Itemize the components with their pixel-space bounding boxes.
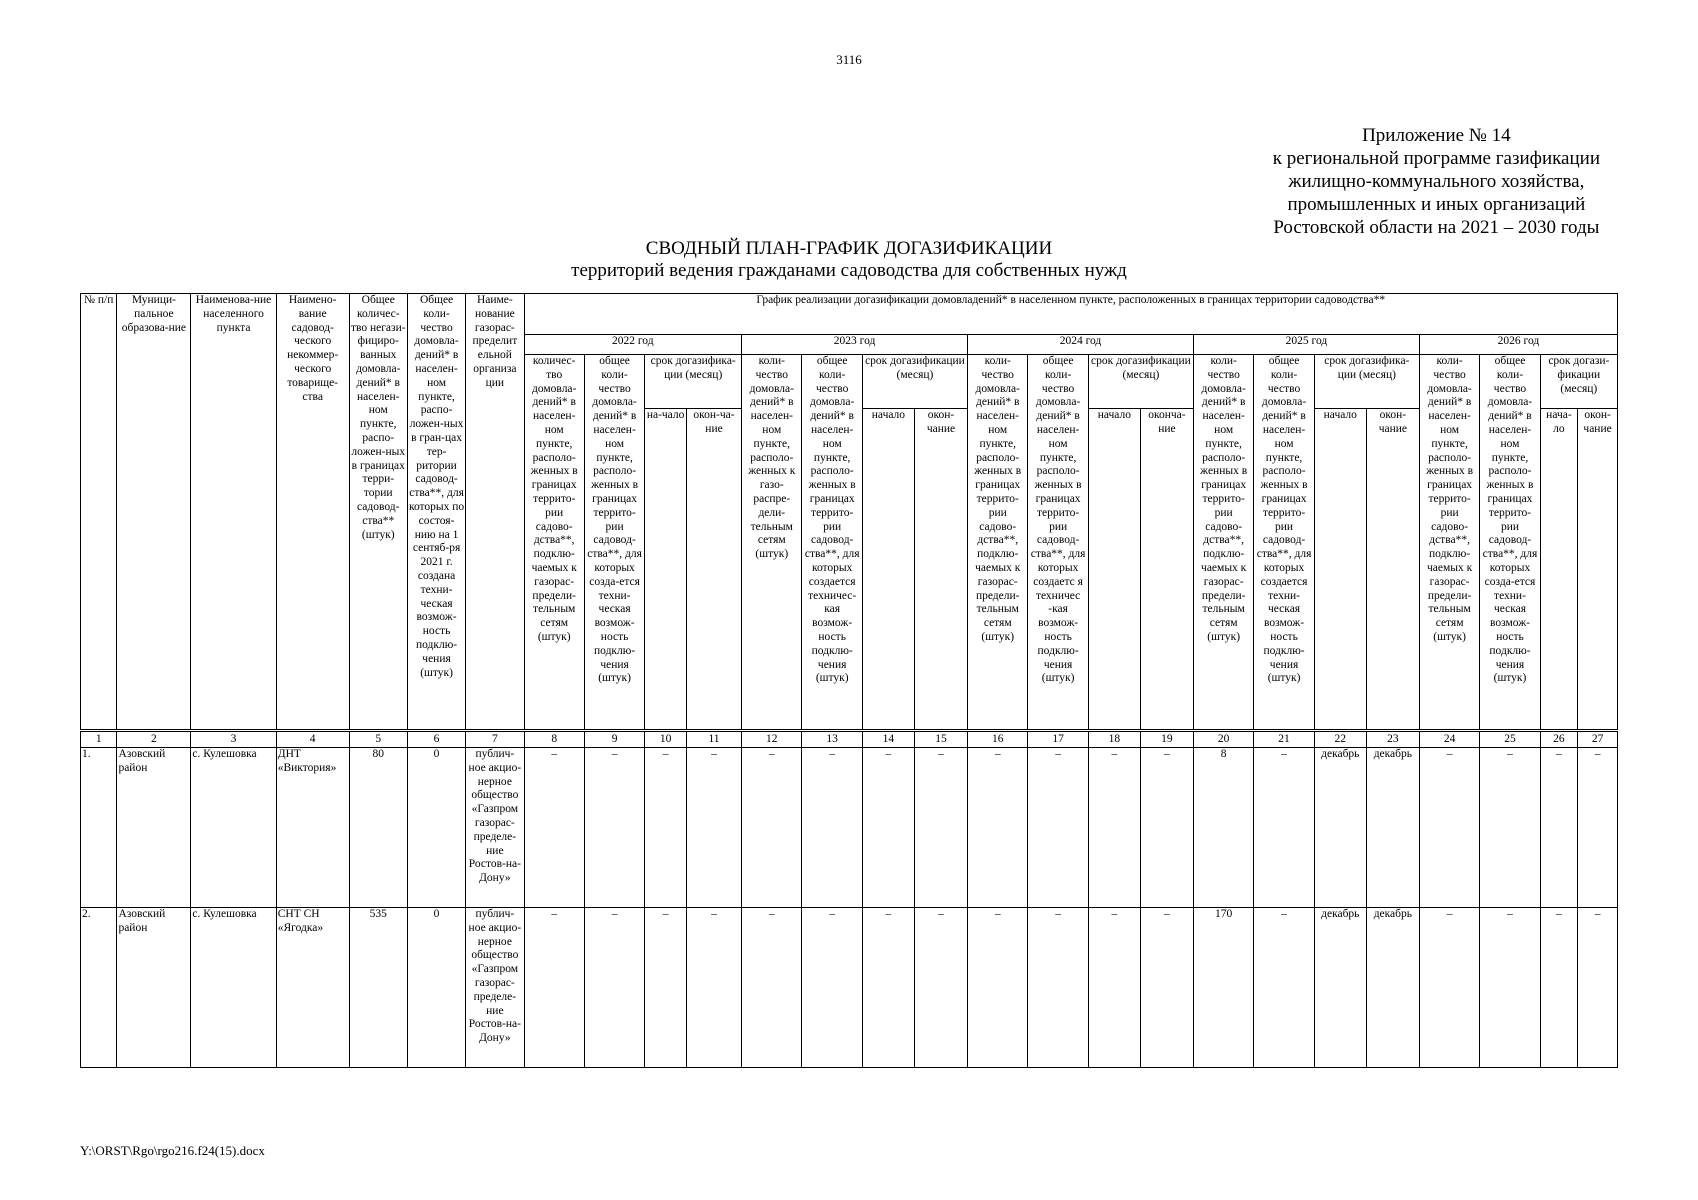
header-term: срок догазифика-ции (месяц) xyxy=(645,355,742,409)
column-number: 26 xyxy=(1540,731,1577,748)
row-cell: – xyxy=(686,748,741,908)
row-cell: – xyxy=(584,748,644,908)
header-start: начало xyxy=(862,409,914,731)
row-cell: – xyxy=(1480,908,1540,1068)
row-cell: – xyxy=(1578,748,1618,908)
row-cell: – xyxy=(802,748,862,908)
row-cell: – xyxy=(524,908,584,1068)
header-qty-tech: общее коли-чество домовла-дений* в населен-ном пункте, располо-женных в границах террито-рии садовод-ства**, для которых созда-ется техни-ческая возмож-ность подклю-чения (штук) xyxy=(1480,355,1540,731)
title-sub: территорий ведения гражданами садоводства для собственных нужд xyxy=(571,260,1127,281)
row-cell: – xyxy=(1254,908,1314,1068)
column-number: 18 xyxy=(1088,731,1140,748)
row-cell: – xyxy=(968,908,1028,1068)
row-cell: 170 xyxy=(1193,908,1253,1068)
row-cell: – xyxy=(1140,908,1193,1068)
header-term: срок догазификации (месяц) xyxy=(1088,355,1193,409)
column-number: 4 xyxy=(276,731,349,748)
appendix-heading xyxy=(1273,124,1600,239)
column-number: 3 xyxy=(191,731,276,748)
column-number: 1 xyxy=(81,731,117,748)
column-numbers-row xyxy=(81,731,1618,748)
header-municipality: Муници-пальное образова-ние xyxy=(117,294,191,731)
header-start: начало xyxy=(1314,409,1366,731)
row-cell: – xyxy=(1254,748,1314,908)
column-number: 13 xyxy=(802,731,862,748)
appendix-line: Приложение № 14 xyxy=(1362,125,1511,146)
row-cell: – xyxy=(914,908,967,1068)
row-cell: 8 xyxy=(1193,748,1253,908)
header-gdo: Наиме-нование газорас-пределит ельной организа ции xyxy=(466,294,524,731)
row-cell: – xyxy=(742,748,802,908)
column-number: 11 xyxy=(686,731,741,748)
header-term: срок догази-фикации (месяц) xyxy=(1540,355,1617,409)
row-partnership: ДНТ «Виктория» xyxy=(276,748,349,908)
header-qty-connected: коли-чество домовла-дений* в населен-ном пункте, располо-женных к газо-распре-дели-тельным сетям (штук) xyxy=(742,355,802,731)
row-settlement: с. Кулешовка xyxy=(191,748,276,908)
column-number: 14 xyxy=(862,731,914,748)
row-cell: – xyxy=(914,748,967,908)
column-number: 12 xyxy=(742,731,802,748)
row-cell: – xyxy=(862,908,914,1068)
row-total: 80 xyxy=(349,748,407,908)
row-cell: – xyxy=(1088,748,1140,908)
row-cell: – xyxy=(1140,748,1193,908)
header-end: окон-чание xyxy=(914,409,967,731)
header-qty-tech: общее коли-чество домовла-дений* в населен-ном пункте, располо-женных в границах террито-рии садовод-ства**, для которых созда-ется техни-ческая возмож-ность подклю-чения (штук) xyxy=(584,355,644,731)
header-end: окон-чание xyxy=(1366,409,1419,731)
row-cell: – xyxy=(968,748,1028,908)
column-number: 10 xyxy=(645,731,687,748)
appendix-line: к региональной программе газификации xyxy=(1272,148,1600,169)
row-cell: – xyxy=(1088,908,1140,1068)
column-number: 8 xyxy=(524,731,584,748)
column-number: 23 xyxy=(1366,731,1419,748)
column-number: 6 xyxy=(407,731,465,748)
header-qty-tech: общее коли-чество домовла-дений* в населен-ном пункте, располо-женных в границах террито-рии садовод-ства**, для которых создаетс я техничес -кая возмож-ность подклю-чения (штук) xyxy=(1028,355,1088,731)
column-number: 15 xyxy=(914,731,967,748)
row-cell: – xyxy=(1028,908,1088,1068)
title-main: СВОДНЫЙ ПЛАН-ГРАФИК ДОГАЗИФИКАЦИИ xyxy=(645,238,1053,259)
row-cell: – xyxy=(802,908,862,1068)
column-number: 2 xyxy=(117,731,191,748)
schedule-table xyxy=(80,293,1618,1068)
row-cell: декабрь xyxy=(1366,748,1419,908)
document-title xyxy=(0,238,1698,282)
row-cell: – xyxy=(645,908,687,1068)
header-qty-connected: количес-тво домовла-дений* в населен-ном пункте, располо-женных в границах террито-рии садово-дства**, подклю-чаемых к газорас-предели-тельным сетям (штук) xyxy=(524,355,584,731)
header-qty-tech: общее коли-чество домовла-дений* в населен-ном пункте, располо-женных в границах террито-рии садовод-ства**, для которых создается техничес-кая возмож-ность подклю-чения (штук) xyxy=(802,355,862,731)
row-municipality: Азовский район xyxy=(117,748,191,908)
column-number: 5 xyxy=(349,731,407,748)
footer-file-path: Y:\ORST\Rgo\rgo216.f24(15).docx xyxy=(80,1143,265,1158)
row-cell: – xyxy=(1540,748,1577,908)
header-num: № п/п xyxy=(81,294,117,731)
page-number: 3116 xyxy=(836,52,862,67)
header-qty-connected: коли-чество домовла-дений* в населен-ном пункте, располо-женных в границах террито-рии садово-дства**, подклю-чаемых к газорас-предели-тельным сетям (штук) xyxy=(968,355,1028,731)
row-cell: – xyxy=(645,748,687,908)
header-end: окон-ча-ние xyxy=(686,409,741,731)
header-year: 2023 год xyxy=(742,335,968,355)
header-end: оконча-ние xyxy=(1140,409,1193,731)
column-number: 9 xyxy=(584,731,644,748)
header-qty-tech: общее коли-чество домовла-дений* в населен-ном пункте, располо-женных в границах террито-рии садовод-ства**, для которых создается техни-ческая возмож-ность подклю-чения (штук) xyxy=(1254,355,1314,731)
header-term: срок догазифика-ции (месяц) xyxy=(1314,355,1419,409)
header-year: 2026 год xyxy=(1419,335,1617,355)
column-number: 25 xyxy=(1480,731,1540,748)
row-settlement: с. Кулешовка xyxy=(191,908,276,1068)
column-number: 17 xyxy=(1028,731,1088,748)
row-cell: – xyxy=(686,908,741,1068)
row-gdo: публич-ное акцио-нерное общество «Газпром газорас-пределе-ние Ростов-на-Дону» xyxy=(466,908,524,1068)
row-cell: – xyxy=(1578,908,1618,1068)
row-cell: – xyxy=(1480,748,1540,908)
header-partnership: Наимено-вание садовод-ческого некоммер-ческого товарище-ства xyxy=(276,294,349,731)
header-tech: Общее коли-чество домовла-дений* в населен-ном пункте, распо-ложен-ных в гран-цах тер-ритории садовод-ства**, для которых по состоя-нию на 1 сентяб-ря 2021 г. создана техни-ческая возмож-ность подклю-чения (штук) xyxy=(407,294,465,731)
row-tech: 0 xyxy=(407,908,465,1068)
row-cell: – xyxy=(862,748,914,908)
row-total: 535 xyxy=(349,908,407,1068)
appendix-line: Ростовской области на 2021 – 2030 годы xyxy=(1273,217,1600,238)
header-year: 2022 год xyxy=(524,335,742,355)
appendix-line: промышленных и иных организаций xyxy=(1287,194,1586,215)
row-cell: – xyxy=(524,748,584,908)
header-schedule: График реализации догазификации домовладений* в населенном пункте, расположенных в границах территории садоводства** xyxy=(524,294,1618,335)
column-number: 20 xyxy=(1193,731,1253,748)
header-end: окон-чание xyxy=(1578,409,1618,731)
row-cell: – xyxy=(584,908,644,1068)
row-municipality: Азовский район xyxy=(117,908,191,1068)
header-settlement: Наименова-ние населенного пункта xyxy=(191,294,276,731)
table-row xyxy=(81,908,1618,1068)
row-num: 1. xyxy=(81,748,117,908)
column-number: 16 xyxy=(968,731,1028,748)
appendix-line: жилищно-коммунального хозяйства, xyxy=(1288,171,1585,192)
header-start: начало xyxy=(1088,409,1140,731)
header-start: на-чало xyxy=(645,409,687,731)
header-term: срок догазификации (месяц) xyxy=(862,355,967,409)
row-cell: – xyxy=(1540,908,1577,1068)
row-cell: декабрь xyxy=(1366,908,1419,1068)
row-cell: декабрь xyxy=(1314,908,1366,1068)
header-year: 2024 год xyxy=(968,335,1194,355)
header-qty-connected: коли-чество домовла-дений* в населен-ном пункте, располо-женных в границах террито-рии садово-дства**, подклю-чаемых к газорас-предели-тельным сетям (штук) xyxy=(1193,355,1253,731)
header-total: Общее количес-тво негази-фициро-ванных домовла-дений* в населен-ном пункте, распо-ложен-ных в границах терри-тории садовод-ства** (штук) xyxy=(349,294,407,731)
row-num: 2. xyxy=(81,908,117,1068)
row-cell: – xyxy=(1419,908,1479,1068)
row-gdo: публич-ное акцио-нерное общество «Газпром газорас-пределе-ние Ростов-на-Дону» xyxy=(466,748,524,908)
row-cell: декабрь xyxy=(1314,748,1366,908)
row-cell: – xyxy=(1419,748,1479,908)
column-number: 24 xyxy=(1419,731,1479,748)
table-row xyxy=(81,748,1618,908)
column-number: 22 xyxy=(1314,731,1366,748)
row-tech: 0 xyxy=(407,748,465,908)
header-start: нача-ло xyxy=(1540,409,1577,731)
header-qty-connected: коли-чество домовла-дений* в населен-ном пункте, располо-женных в границах террито-рии садово-дства**, подклю-чаемых к газорас-предели-тельным сетям (штук) xyxy=(1419,355,1479,731)
column-number: 21 xyxy=(1254,731,1314,748)
column-number: 27 xyxy=(1578,731,1618,748)
column-number: 7 xyxy=(466,731,524,748)
row-partnership: СНТ СН «Ягодка» xyxy=(276,908,349,1068)
row-cell: – xyxy=(742,908,802,1068)
header-year: 2025 год xyxy=(1193,335,1419,355)
row-cell: – xyxy=(1028,748,1088,908)
column-number: 19 xyxy=(1140,731,1193,748)
